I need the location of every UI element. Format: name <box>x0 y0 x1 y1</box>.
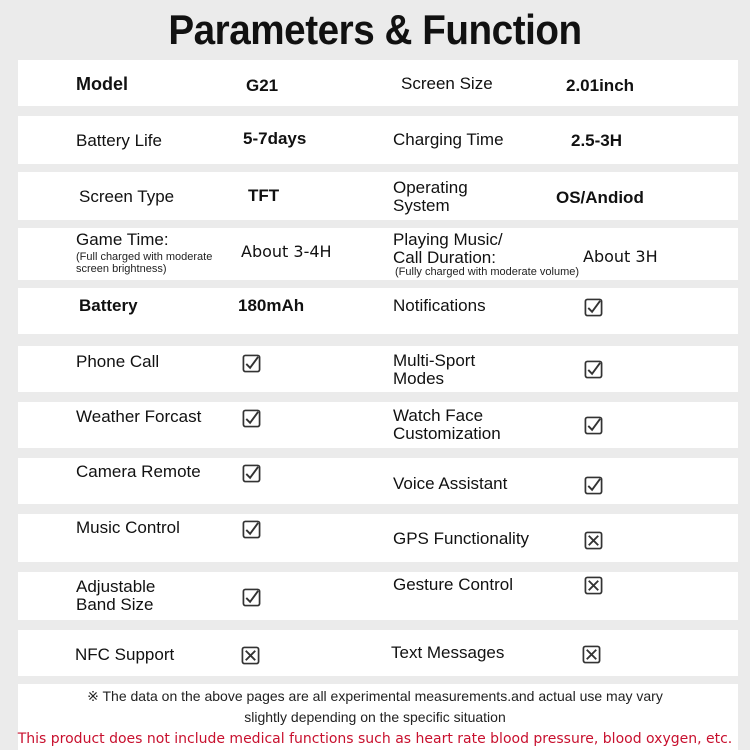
spec-row-game-time <box>18 228 738 280</box>
disclaimer-line-2: slightly depending on the specific situation <box>244 709 506 725</box>
label-screen-size: Screen Size <box>401 74 493 93</box>
label-gps: GPS Functionality <box>393 529 530 548</box>
label-operating-system-line1: Operating <box>393 178 468 197</box>
spec-row-weather <box>18 402 738 448</box>
notifications-check-icon <box>584 298 603 317</box>
label-multi-sport-modes <box>393 352 475 388</box>
spec-row-nfc <box>18 630 738 676</box>
label-music-call-line1: Playing Music/ <box>393 230 503 249</box>
value-screen-type: TFT <box>248 186 280 205</box>
gesture-control-cross-icon <box>584 576 603 595</box>
label-weather-forecast: Weather Forcast <box>76 407 202 426</box>
spec-row-music-control <box>18 514 738 562</box>
label-band-size-line1: Adjustable <box>76 577 156 596</box>
label-nfc: NFC Support <box>75 645 175 664</box>
value-screen-size: 2.01inch <box>566 76 635 95</box>
gps-cross-icon <box>584 531 603 550</box>
text-messages-cross-icon <box>582 645 601 664</box>
label-voice-assistant: Voice Assistant <box>393 474 508 493</box>
medical-warning: This product does not include medical functions such as heart rate blood pressure, blood oxygen, etc. <box>17 731 733 747</box>
label-music-call-duration <box>393 231 503 267</box>
label-music-call-line2: Call Duration: <box>393 248 496 267</box>
value-model: G21 <box>246 76 279 95</box>
phone-call-check-icon <box>242 354 261 373</box>
spec-row-screen-type <box>18 172 738 220</box>
spec-row-battery-life <box>18 116 738 164</box>
page-title: Parameters & Function <box>168 6 582 53</box>
value-operating-system: OS/Andiod <box>556 188 644 207</box>
label-watch-face <box>393 407 501 443</box>
label-charging-time: Charging Time <box>393 130 504 149</box>
game-time-note-line1: (Full charged with moderate <box>76 251 213 263</box>
spec-row-model <box>18 60 738 106</box>
label-watch-face-line1: Watch Face <box>393 406 484 425</box>
spec-row-phone-call <box>18 346 738 392</box>
label-battery-life: Battery Life <box>76 131 162 150</box>
band-size-check-icon <box>242 588 261 607</box>
spec-row-band-size <box>18 572 738 620</box>
label-operating-system-line2: System <box>393 196 450 215</box>
label-model: Model <box>76 74 128 94</box>
value-charging-time: 2.5-3H <box>571 131 623 150</box>
label-watch-face-line2: Customization <box>393 424 501 443</box>
label-multi-sport-line1: Multi-Sport <box>393 351 476 370</box>
weather-check-icon <box>242 409 261 428</box>
spec-row-battery <box>18 288 738 334</box>
disclaimer-line-1: ※ The data on the above pages are all experimental measurements.and actual use may vary <box>87 688 663 704</box>
value-battery: 180mAh <box>238 296 305 315</box>
music-call-note: (Fully charged with moderate volume) <box>395 266 580 278</box>
music-control-check-icon <box>242 520 261 539</box>
label-phone-call: Phone Call <box>76 352 160 371</box>
nfc-cross-icon <box>241 646 260 665</box>
label-band-size-line2: Band Size <box>76 595 154 614</box>
label-operating-system <box>393 179 468 215</box>
label-band-size <box>76 578 155 614</box>
label-battery: Battery <box>79 296 138 315</box>
camera-remote-check-icon <box>242 464 261 483</box>
label-gesture-control: Gesture Control <box>393 575 513 594</box>
value-game-time: About 3-4H <box>241 242 332 261</box>
value-music-call-duration: About 3H <box>583 247 658 266</box>
watch-face-check-icon <box>584 416 603 435</box>
label-screen-type: Screen Type <box>79 187 175 206</box>
voice-assistant-check-icon <box>584 476 603 495</box>
game-time-note-line2: screen brightness) <box>76 263 167 275</box>
spec-row-camera <box>18 458 738 504</box>
value-battery-life: 5-7days <box>243 129 307 148</box>
game-time-note <box>76 251 212 275</box>
label-text-messages: Text Messages <box>391 643 505 662</box>
label-multi-sport-line2: Modes <box>393 369 445 388</box>
label-music-control: Music Control <box>76 518 180 537</box>
label-notifications: Notifications <box>393 296 486 315</box>
multi-sport-check-icon <box>584 360 603 379</box>
label-camera-remote: Camera Remote <box>76 462 201 481</box>
label-game-time: Game Time: <box>76 230 169 249</box>
